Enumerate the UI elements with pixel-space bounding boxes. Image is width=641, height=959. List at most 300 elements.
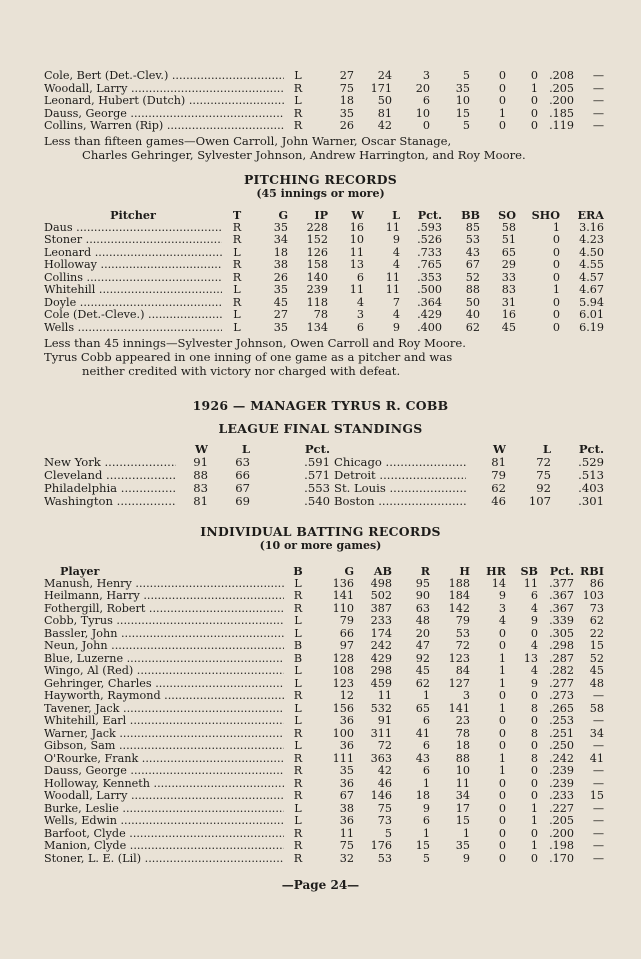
stat-cell: 1: [498, 752, 506, 765]
column-header: H: [459, 565, 470, 578]
stat-cell: 50: [465, 296, 480, 309]
stat-cell: 100: [332, 727, 354, 740]
stat-cell: 134: [306, 321, 328, 334]
column-header: L: [392, 209, 400, 222]
stat-cell: B: [293, 652, 303, 665]
stat-cell: 46: [491, 495, 506, 508]
player-name: Heilmann, Harry .....: [44, 590, 284, 603]
stat-cell: R: [293, 777, 303, 790]
player-name: Wells, Edwin .....: [44, 815, 284, 828]
team-name: Boston .....: [330, 495, 466, 508]
stat-cell: 108: [332, 665, 354, 677]
stat-cell: 20: [415, 627, 430, 640]
table-row: [44, 120, 604, 133]
stat-cell: 0: [498, 852, 506, 865]
stat-cell: 22: [589, 627, 604, 640]
team-name: New York .....: [44, 456, 176, 469]
stat-cell: .282: [549, 665, 574, 677]
stat-cell: 0: [422, 120, 430, 132]
stat-cell: 11: [339, 827, 354, 840]
stat-cell: 58: [589, 702, 604, 715]
player-name: Holloway .....: [44, 259, 222, 272]
player-name: Manush, Henry .....: [44, 578, 284, 591]
player-name: Wingo, Al (Red) .....: [44, 665, 284, 678]
stat-cell: 11: [385, 221, 400, 234]
stat-cell: 65: [415, 702, 430, 715]
player-name: Whitehill .....: [44, 284, 222, 297]
stat-cell: 50: [377, 95, 392, 107]
column-header: B: [293, 565, 303, 578]
stat-cell: 92: [415, 652, 430, 665]
stat-cell: 63: [235, 456, 250, 469]
stat-cell: 18: [339, 95, 354, 107]
column-header: T: [232, 209, 242, 222]
player-name: Doyle .....: [44, 297, 222, 310]
stat-cell: .513: [578, 469, 604, 482]
stat-cell: R: [232, 221, 242, 234]
pitching-table: [44, 209, 604, 334]
stat-cell: 6: [530, 590, 538, 602]
player-name: Stoner, L. E. (Lil) .....: [44, 853, 284, 866]
note-line: Less than 45 innings—Sylvester Johnson, Owen Carroll and Roy Moore.: [44, 336, 466, 350]
stat-cell: 0: [530, 790, 538, 802]
stat-cell: .119: [549, 120, 574, 132]
stat-cell: 35: [455, 82, 470, 95]
stat-cell: 62: [465, 321, 480, 334]
stat-cell: 3: [462, 690, 470, 702]
stat-cell: 4.67: [579, 284, 604, 296]
stat-cell: 52: [589, 652, 604, 665]
stat-cell: 1: [530, 840, 538, 852]
stat-cell: 0: [498, 70, 506, 82]
column-header: RBI: [580, 565, 604, 578]
table-row: [44, 234, 604, 247]
table-row: [44, 678, 604, 691]
stat-cell: .170: [549, 852, 574, 865]
stat-cell: 11: [385, 284, 400, 296]
stat-cell: —: [592, 840, 604, 852]
stat-cell: 10: [455, 765, 470, 777]
stat-cell: 0: [530, 827, 538, 840]
column-header: AB: [373, 565, 392, 578]
stat-cell: —: [592, 765, 604, 777]
stat-cell: .298: [549, 640, 574, 652]
stat-cell: 156: [332, 702, 354, 715]
player-name: Dauss, George .....: [44, 108, 284, 121]
stat-cell: .403: [578, 482, 604, 495]
team-name: St. Louis .....: [330, 482, 466, 495]
stat-cell: —: [592, 715, 604, 727]
column-header: Pitcher: [110, 209, 156, 222]
stat-cell: 128: [332, 652, 354, 665]
stat-cell: 38: [273, 259, 288, 271]
table-row: [44, 603, 604, 616]
table-row: [44, 828, 604, 841]
stat-cell: 141: [448, 702, 470, 715]
table-row: [44, 790, 604, 803]
stat-cell: 111: [332, 752, 354, 765]
stat-cell: 95: [415, 577, 430, 590]
stat-cell: 69: [235, 495, 250, 508]
stat-cell: 72: [377, 740, 392, 752]
stat-cell: .239: [549, 777, 574, 790]
stat-cell: 136: [332, 577, 354, 590]
stat-cell: 53: [455, 627, 470, 640]
player-name: O'Rourke, Frank .....: [44, 753, 284, 766]
standings-header-row: [44, 443, 604, 456]
stat-cell: .529: [578, 456, 604, 469]
player-name: Collins, Warren (Rip) .....: [44, 120, 284, 133]
table-row: [44, 95, 604, 108]
stat-cell: 75: [377, 802, 392, 815]
stat-cell: 0: [498, 740, 506, 752]
stat-cell: 35: [339, 765, 354, 777]
stat-cell: 17: [455, 802, 470, 815]
stat-cell: 5: [384, 827, 392, 840]
table-row: [44, 284, 604, 297]
stat-cell: 1: [498, 765, 506, 777]
stat-cell: 123: [332, 677, 354, 690]
stat-cell: 459: [370, 677, 392, 690]
spacer: [44, 443, 176, 456]
stat-cell: 176: [370, 840, 392, 852]
table-row: [44, 715, 604, 728]
stat-cell: 26: [273, 271, 288, 284]
player-name: Cole, Bert (Det.-Clev.) .....: [44, 70, 284, 83]
stat-cell: L: [294, 715, 302, 727]
player-name: Wells .....: [44, 322, 222, 335]
stat-cell: 34: [589, 727, 604, 740]
stat-cell: 79: [491, 469, 506, 482]
stat-cell: 81: [377, 107, 392, 120]
stat-cell: 15: [415, 840, 430, 852]
stat-cell: 4: [530, 602, 538, 615]
stat-cell: 66: [339, 627, 354, 640]
player-name: Warner, Jack .....: [44, 728, 284, 741]
stat-cell: 0: [498, 827, 506, 840]
stat-cell: 13: [349, 259, 364, 271]
stat-cell: 33: [501, 271, 516, 284]
stat-cell: 4.50: [579, 246, 604, 259]
stat-cell: 4: [392, 246, 400, 259]
player-name: Gehringer, Charles .....: [44, 678, 284, 691]
stat-cell: 141: [332, 590, 354, 602]
stat-cell: .239: [549, 765, 574, 777]
stat-cell: 3: [422, 70, 430, 82]
stat-cell: 15: [455, 815, 470, 827]
stat-cell: R: [293, 690, 303, 702]
stat-cell: 184: [448, 590, 470, 602]
stat-cell: —: [592, 95, 604, 107]
stat-cell: .277: [549, 677, 574, 690]
stat-cell: —: [592, 82, 604, 95]
stat-cell: 9: [530, 677, 538, 690]
stat-cell: 43: [415, 752, 430, 765]
column-header: Pct.: [417, 209, 442, 222]
stat-cell: R: [232, 296, 242, 309]
stat-cell: .242: [549, 752, 574, 765]
column-header: W: [194, 443, 208, 456]
player-name: Bassler, John .....: [44, 628, 284, 641]
pitching-section: [44, 209, 604, 378]
player-name: Holloway, Kenneth .....: [44, 778, 284, 791]
stat-cell: 4.23: [579, 234, 604, 246]
stat-cell: 1: [498, 107, 506, 120]
stat-cell: 32: [339, 852, 354, 865]
stat-cell: 47: [415, 640, 430, 652]
stat-cell: 86: [589, 577, 604, 590]
table-row: [44, 703, 604, 716]
stat-cell: 11: [349, 284, 364, 296]
stat-cell: 0: [498, 95, 506, 107]
stat-cell: L: [294, 95, 302, 107]
stat-cell: .353: [417, 271, 442, 284]
stat-cell: 0: [530, 765, 538, 777]
stat-cell: 45: [415, 665, 430, 677]
stat-cell: 13: [523, 652, 538, 665]
pitching-header-row: [44, 209, 604, 222]
stat-cell: 126: [306, 246, 328, 259]
stat-cell: 84: [455, 665, 470, 677]
stat-cell: 42: [377, 765, 392, 777]
stat-cell: 20: [415, 82, 430, 95]
stat-cell: 81: [491, 456, 506, 469]
player-name: Cobb, Tyrus .....: [44, 615, 284, 628]
table-row: [44, 590, 604, 603]
player-name: Dauss, George .....: [44, 765, 284, 778]
stat-cell: 9: [422, 802, 430, 815]
stat-cell: 11: [385, 271, 400, 284]
stat-cell: 42: [377, 120, 392, 132]
stat-cell: .208: [549, 70, 574, 82]
stat-cell: R: [293, 107, 303, 120]
player-name: Whitehill, Earl .....: [44, 715, 284, 728]
table-row: [44, 753, 604, 766]
stat-cell: 67: [339, 790, 354, 802]
stat-cell: —: [592, 802, 604, 815]
team-name: Washington .....: [44, 495, 176, 508]
stat-cell: L: [294, 615, 302, 627]
stat-cell: 0: [498, 777, 506, 790]
stat-cell: 12: [339, 690, 354, 702]
player-name: Tavener, Jack .....: [44, 703, 284, 716]
column-header: Pct.: [304, 443, 330, 456]
stat-cell: 79: [339, 615, 354, 627]
stat-cell: 8: [530, 727, 538, 740]
stat-cell: .540: [304, 495, 330, 508]
stat-cell: 3: [356, 309, 364, 321]
standings-row: [44, 469, 604, 482]
stat-cell: 1: [552, 284, 560, 296]
stat-cell: 18: [455, 740, 470, 752]
stat-cell: —: [592, 740, 604, 752]
stat-cell: 29: [501, 259, 516, 271]
stat-cell: 35: [273, 321, 288, 334]
table-row: [44, 853, 604, 866]
stat-cell: 16: [349, 221, 364, 234]
stat-cell: 35: [339, 107, 354, 120]
stat-cell: 0: [552, 259, 560, 271]
page-footer: —Page 24—: [281, 878, 360, 892]
stat-cell: 23: [455, 715, 470, 727]
stat-cell: 498: [370, 577, 392, 590]
stat-cell: 140: [306, 271, 328, 284]
stat-cell: 5: [462, 120, 470, 132]
stat-cell: 4.55: [579, 259, 604, 271]
stat-cell: 0: [498, 840, 506, 852]
stat-cell: .733: [417, 246, 442, 259]
player-name: Stoner .....: [44, 234, 222, 247]
stat-cell: 58: [501, 221, 516, 234]
table-row: [44, 728, 604, 741]
stat-cell: .429: [417, 309, 442, 321]
stat-cell: 0: [552, 309, 560, 321]
stat-cell: 3.16: [579, 221, 604, 234]
stat-cell: 4: [530, 665, 538, 677]
stat-cell: 6: [422, 815, 430, 827]
column-header: SO: [498, 209, 516, 222]
stat-cell: 0: [498, 802, 506, 815]
stat-cell: 36: [339, 777, 354, 790]
stat-cell: 127: [448, 677, 470, 690]
stat-cell: 4: [392, 309, 400, 321]
stat-cell: L: [233, 246, 241, 259]
stat-cell: 0: [530, 120, 538, 132]
column-header: ERA: [577, 209, 604, 222]
stat-cell: 1: [530, 802, 538, 815]
stat-cell: R: [293, 765, 303, 777]
stat-cell: 0: [530, 852, 538, 865]
table-row: [44, 803, 604, 816]
stat-cell: R: [293, 82, 303, 95]
batting-header-row: [44, 565, 604, 578]
stat-cell: 88: [455, 752, 470, 765]
stat-cell: 118: [306, 296, 328, 309]
stat-cell: .364: [417, 296, 442, 309]
stat-cell: .400: [417, 321, 442, 334]
table-row: [44, 70, 604, 83]
stat-cell: 34: [273, 234, 288, 246]
stat-cell: .591: [304, 456, 330, 469]
stat-cell: 36: [339, 815, 354, 827]
stat-cell: 123: [448, 652, 470, 665]
stat-cell: 91: [377, 715, 392, 727]
stat-cell: 0: [498, 715, 506, 727]
stat-cell: 53: [465, 234, 480, 246]
stat-cell: .301: [578, 495, 604, 508]
stat-cell: 5: [462, 70, 470, 82]
stat-cell: 429: [370, 652, 392, 665]
stat-cell: 81: [193, 495, 208, 508]
table-row: [44, 247, 604, 260]
stat-cell: L: [233, 284, 241, 296]
stat-cell: .377: [549, 577, 574, 590]
standings-row: [44, 456, 604, 469]
stat-cell: R: [293, 590, 303, 602]
stat-cell: —: [592, 70, 604, 82]
note-line: Charles Gehringer, Sylvester Johnson, Andrew Harrington, and Roy Moore.: [82, 147, 526, 162]
stat-cell: 0: [498, 727, 506, 740]
stat-cell: B: [293, 640, 303, 652]
stat-cell: 46: [377, 777, 392, 790]
stat-cell: 4: [530, 640, 538, 652]
table-row: [44, 665, 604, 678]
stat-cell: 0: [530, 740, 538, 752]
column-header: HR: [486, 565, 506, 578]
stat-cell: 40: [465, 309, 480, 321]
batting-table: [44, 565, 604, 865]
stat-cell: .500: [417, 284, 442, 296]
stat-cell: 0: [552, 234, 560, 246]
stat-cell: 0: [498, 690, 506, 702]
stat-cell: 45: [273, 296, 288, 309]
stat-cell: 16: [501, 309, 516, 321]
stat-cell: 0: [498, 627, 506, 640]
pitching-title: PITCHING RECORDS: [243, 172, 398, 187]
column-header: SHO: [531, 209, 560, 222]
team-name: Cleveland .....: [44, 469, 176, 482]
stat-cell: 83: [193, 482, 208, 495]
stat-cell: 152: [306, 234, 328, 246]
season-title: 1926 — MANAGER TYRUS R. COBB: [192, 398, 449, 413]
stat-cell: 41: [589, 752, 604, 765]
stat-cell: 36: [339, 715, 354, 727]
stat-cell: L: [294, 577, 302, 590]
stat-cell: 35: [273, 221, 288, 234]
stat-cell: 8: [530, 752, 538, 765]
stat-cell: 1: [422, 690, 430, 702]
standings-title: LEAGUE FINAL STANDINGS: [218, 421, 423, 436]
standings-row: [44, 495, 604, 508]
stat-cell: 107: [528, 495, 551, 508]
player-name: Burke, Leslie .....: [44, 803, 284, 816]
stat-cell: 11: [377, 690, 392, 702]
stat-cell: 0: [498, 640, 506, 652]
stat-cell: 0: [530, 107, 538, 120]
column-header: Pct.: [578, 443, 604, 456]
stat-cell: .251: [549, 727, 574, 740]
stat-cell: .200: [549, 827, 574, 840]
stat-cell: 45: [589, 665, 604, 677]
table-row: [44, 653, 604, 666]
stat-cell: 27: [273, 309, 288, 321]
note-line: neither credited with victory nor charged with defeat.: [82, 364, 401, 378]
table-row: [44, 222, 604, 235]
stat-cell: .593: [417, 221, 442, 234]
stat-cell: 91: [193, 456, 208, 469]
stat-cell: 0: [552, 296, 560, 309]
stat-cell: 15: [455, 107, 470, 120]
pitching-subtitle: (45 innings or more): [256, 187, 385, 200]
stat-cell: 35: [455, 840, 470, 852]
stat-cell: 9: [498, 590, 506, 602]
stat-cell: 5.94: [579, 296, 604, 309]
stat-cell: R: [232, 271, 242, 284]
column-header: L: [241, 443, 250, 456]
stat-cell: 0: [530, 690, 538, 702]
stat-cell: 1: [422, 827, 430, 840]
stat-cell: .571: [304, 469, 330, 482]
stat-cell: 67: [465, 259, 480, 271]
stat-cell: 97: [339, 640, 354, 652]
batting-subtitle: (10 or more games): [259, 539, 382, 552]
stat-cell: 73: [377, 815, 392, 827]
player-name: Daus .....: [44, 222, 222, 235]
stat-cell: 1: [530, 82, 538, 95]
stat-cell: 0: [530, 627, 538, 640]
stat-cell: 0: [498, 120, 506, 132]
column-header: SB: [520, 565, 538, 578]
